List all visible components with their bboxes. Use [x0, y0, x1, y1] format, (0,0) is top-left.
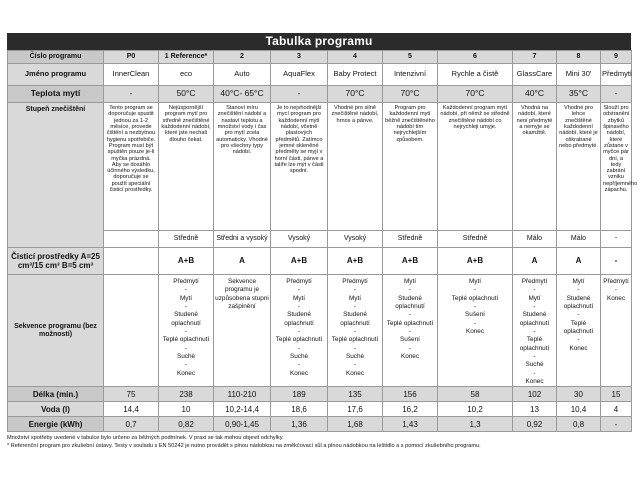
soil-level-cell: Středně — [438, 231, 513, 248]
row-duration — [8, 387, 632, 402]
table-title: Tabulka programu — [7, 33, 631, 50]
description-cell: Slouží pro odstranění zbytků špinavého nádobí, které zůstane v myčce pár dní, a tedy zabrání vzniku nepříjemného zápachu. — [601, 103, 632, 231]
sequence-step: Mytí — [572, 278, 585, 285]
sequence-step: Teplé oplachnutí — [162, 336, 210, 344]
table-cell: 40°C- 65°C — [214, 86, 271, 103]
sequence-step: Suché — [525, 361, 544, 369]
sequence-separator: - — [353, 286, 357, 294]
sequence-separator: - — [408, 311, 412, 319]
sequence-step: Konec — [345, 369, 365, 377]
description-cell: Vhodné pro silně znečištěné nádobí, hrnce a pánve. — [328, 103, 383, 231]
table-cell: 102 — [513, 387, 557, 402]
table-cell: GlassCare — [513, 64, 557, 86]
sequence-separator: - — [184, 344, 188, 352]
footnote-reference: * Referenční program pro zkušební ústavy. Testy v souladu s EN 50242 je nutno provádět s plnou nádobkou na změkčovací sůl a plnou nádobkou na leštidlo a s pomocí zkušebního programu. — [7, 442, 481, 449]
sequence-step: Teplé oplachnutí — [519, 336, 550, 352]
sequence-separator: - — [473, 286, 477, 294]
sequence-cell — [513, 275, 557, 387]
table-cell: 0,92 — [513, 417, 557, 432]
table-cell: A — [513, 248, 557, 275]
table-cell: 0,90-1,45 — [214, 417, 271, 432]
sequence-separator: - — [408, 286, 412, 294]
table-cell: 1,3 — [438, 417, 513, 432]
table-cell: 2 — [214, 51, 271, 64]
row-program-number — [8, 51, 632, 64]
table-cell: 1 Reference* — [159, 51, 214, 64]
row-temperature — [8, 86, 632, 103]
table-cell: Auto — [214, 64, 271, 86]
sequence-step: Konec — [289, 369, 309, 377]
description-cell: Je to nejvhodnější mycí program pro každodenní mytí nádobí, včetně plastových předmětů. Zatímco jemné skleněné předměty se myjí v horní části, pánve a talíře lze mýt v části spodní. — [271, 103, 328, 231]
sequence-separator: - — [184, 302, 188, 310]
table-cell: A+B — [271, 248, 328, 275]
sequence-separator: - — [577, 311, 580, 319]
sequence-step: Předmytí — [521, 278, 548, 285]
table-cell: A — [557, 248, 601, 275]
description-cell: Vhodné pro lehce znečištěné každodenní nádobí, které je oškrabané nebo předmyté. — [557, 103, 601, 231]
table-cell: 238 — [159, 387, 214, 402]
sequence-step: Teplé oplachnutí — [331, 336, 379, 344]
soil-level-cell: Málo — [557, 231, 601, 248]
table-cell: P0 — [104, 51, 159, 64]
table-cell: A+B — [159, 248, 214, 275]
sequence-step: Studené oplachnutí — [340, 311, 370, 327]
sequence-step: Mytí — [468, 278, 482, 285]
table-cell: 4 — [328, 51, 383, 64]
sequence-separator: - — [353, 361, 357, 369]
table-cell: A+B — [383, 248, 438, 275]
sequence-step: Konec — [525, 377, 544, 385]
table-cell: - — [601, 417, 632, 432]
table-cell: 58 — [438, 387, 513, 402]
sequence-separator: - — [533, 327, 536, 335]
sequence-step: Studené oplachnutí — [284, 311, 314, 327]
row-label: Jméno programu — [8, 64, 104, 86]
sequence-step: Suché — [345, 352, 365, 360]
table-cell: 110-210 — [214, 387, 271, 402]
sequence-step: Studené oplachnutí — [563, 294, 594, 310]
program-table-container — [7, 33, 638, 450]
table-cell: - — [601, 86, 632, 103]
sequence-separator: - — [353, 302, 357, 310]
table-cell: - — [601, 248, 632, 275]
program-table — [7, 50, 638, 432]
row-soil-description — [8, 103, 632, 231]
table-cell: - — [104, 86, 159, 103]
description-cell: Tento program se doporučuje spustit jednou za 1-2 měsíce, provede čištění a nezbytnou hygienu spotřebiče. Program musí být spuštěn pouze je-li myčka prázdná. Aby se dosáhlo účinného výsledku, doporučuje se použít speciální čisticí prostředky. — [104, 103, 159, 231]
table-cell: 75 — [104, 387, 159, 402]
table-cell: InnerClean — [104, 64, 159, 86]
sequence-step: Teplé oplachnutí — [275, 336, 323, 344]
sequence-separator: - — [297, 361, 301, 369]
table-cell: 8 — [557, 51, 601, 64]
sequence-step: Sušení — [465, 311, 485, 319]
sequence-step: Konec — [606, 294, 626, 302]
table-cell: 13 — [513, 402, 557, 417]
soil-level-cell: - — [601, 231, 632, 248]
row-label: Stupeň znečištění — [8, 103, 104, 248]
sequence-step: Předmytí — [342, 278, 368, 285]
sequence-separator: - — [184, 327, 188, 335]
sequence-cell — [438, 275, 513, 387]
sequence-cell — [214, 275, 271, 387]
sequence-separator: - — [297, 302, 301, 310]
footnote-consumption: Množství spotřeby uvedené v tabulce bylo určeno za běžných podmínek. V praxi se tak mohou objevit odchylky. — [7, 435, 284, 442]
sequence-step: Sušení — [400, 336, 420, 344]
sequence-step: Mytí — [292, 294, 306, 302]
row-label: Čisticí prostředky A=25 cm³/15 cm³ B=5 cm³ — [8, 248, 104, 275]
sequence-cell — [104, 275, 159, 387]
sequence-separator: - — [533, 286, 536, 294]
table-cell: 5 — [383, 51, 438, 64]
row-label: Číslo programu — [8, 51, 104, 64]
table-cell: Mini 30' — [557, 64, 601, 86]
table-cell: 9 — [601, 51, 632, 64]
table-cell: 1,36 — [271, 417, 328, 432]
table-cell: 70°C — [383, 86, 438, 103]
sequence-separator: - — [297, 344, 301, 352]
sequence-step: Studené oplachnutí — [519, 311, 550, 327]
description-cell: Program pro každodenní mytí běžně znečištěného nádobí tím nejrychlejším způsobem. — [383, 103, 438, 231]
table-cell: 70°C — [438, 86, 513, 103]
sequence-cell — [159, 275, 214, 387]
description-cell: Stanoví míru znečištění nádobí a nastaví teplotu a množství vody i čas pro mytí zcela automaticky. Vhodné pro všechny typy nádobí. — [214, 103, 271, 231]
table-cell: 10 — [159, 402, 214, 417]
sequence-step: Předmytí — [173, 278, 199, 285]
table-cell: Předmytí — [601, 64, 632, 86]
table-cell: 14,4 — [104, 402, 159, 417]
table-cell: 7 — [513, 51, 557, 64]
table-cell: 70°C — [328, 86, 383, 103]
table-cell: eco — [159, 64, 214, 86]
table-cell: A+B — [438, 248, 513, 275]
table-cell: 10,2 — [438, 402, 513, 417]
sequence-separator: - — [297, 327, 301, 335]
table-cell: Intenzivní — [383, 64, 438, 86]
row-label: Voda (l) — [8, 402, 104, 417]
row-label: Energie (kWh) — [8, 417, 104, 432]
sequence-step: Konec — [400, 352, 420, 360]
table-cell: 0,82 — [159, 417, 214, 432]
row-label: Délka (min.) — [8, 387, 104, 402]
sequence-separator: - — [408, 344, 412, 352]
sequence-step: Sekvence programu je uzpůsobena stupni zašpinění — [215, 278, 269, 310]
sequence-step: Suché — [289, 352, 309, 360]
sequence-separator: - — [408, 327, 412, 335]
table-cell: 0,8 — [557, 417, 601, 432]
table-cell: AquaFlex — [271, 64, 328, 86]
sequence-cell — [557, 275, 601, 387]
sequence-step: Mytí — [528, 294, 541, 302]
sequence-step: Studené oplachnutí — [171, 311, 201, 327]
table-cell: Baby Protect — [328, 64, 383, 86]
sequence-step: Předmytí — [286, 278, 312, 285]
sequence-step: Konec — [465, 327, 485, 335]
sequence-separator: - — [184, 361, 188, 369]
table-cell — [104, 248, 159, 275]
sequence-separator: - — [473, 319, 477, 327]
table-cell: Rychle a čistě — [438, 64, 513, 86]
table-cell: 17,6 — [328, 402, 383, 417]
sequence-separator: - — [184, 286, 188, 294]
description-cell: Vhodná na nádobí, které není předmyté a nemyje se okamžitě. — [513, 103, 557, 231]
description-cell: Nejúspornější program mytí pro středně znečištěné každodenní nádobí, které jste nechali dlouho čekat. — [159, 103, 214, 231]
row-detergent — [8, 248, 632, 275]
table-cell: 35°C — [557, 86, 601, 103]
row-label: Teplota mytí — [8, 86, 104, 103]
sequence-separator: - — [577, 286, 580, 294]
table-cell: 16,2 — [383, 402, 438, 417]
soil-level-cell: Středně — [383, 231, 438, 248]
table-cell: 6 — [438, 51, 513, 64]
sequence-separator: - — [533, 369, 536, 377]
sequence-separator: - — [297, 286, 301, 294]
row-energy — [8, 417, 632, 432]
sequence-step: Konec — [569, 344, 588, 352]
table-cell: 3 — [271, 51, 328, 64]
table-cell: 10,2-14,4 — [214, 402, 271, 417]
table-cell: 0,7 — [104, 417, 159, 432]
table-cell: 40°C — [513, 86, 557, 103]
row-label: Sekvence programu (bez možností) — [8, 275, 104, 387]
sequence-separator: - — [577, 336, 580, 344]
sequence-step: Teplé oplachnutí — [386, 319, 434, 327]
soil-level-cell: Málo — [513, 231, 557, 248]
table-cell: 135 — [328, 387, 383, 402]
soil-level-cell: Středni a vysoký — [214, 231, 271, 248]
footnotes — [7, 435, 631, 450]
table-cell: - — [271, 86, 328, 103]
soil-level-cell — [104, 231, 159, 248]
sequence-step: Mytí — [403, 278, 417, 285]
table-cell: 50°C — [159, 86, 214, 103]
row-water — [8, 402, 632, 417]
soil-level-cell: Vysoký — [271, 231, 328, 248]
sequence-separator: - — [533, 302, 536, 310]
table-cell: 1,43 — [383, 417, 438, 432]
sequence-separator: - — [473, 302, 477, 310]
table-cell: 30 — [557, 387, 601, 402]
table-cell: 15 — [601, 387, 632, 402]
sequence-separator: - — [533, 352, 536, 360]
sequence-step: Teplé oplachnutí — [451, 294, 499, 302]
sequence-cell — [601, 275, 632, 387]
row-sequence — [8, 275, 632, 387]
table-cell: 156 — [383, 387, 438, 402]
sequence-step: Mytí — [179, 294, 193, 302]
sequence-step: Teplé oplachnutí — [563, 319, 594, 335]
soil-level-cell: Středně — [159, 231, 214, 248]
sequence-separator: - — [353, 344, 357, 352]
table-cell: A+B — [328, 248, 383, 275]
sequence-separator: - — [353, 327, 357, 335]
sequence-separator: - — [614, 286, 618, 294]
sequence-cell — [271, 275, 328, 387]
soil-level-cell: Vysoký — [328, 231, 383, 248]
table-cell: 18,6 — [271, 402, 328, 417]
table-cell: 4 — [601, 402, 632, 417]
sequence-cell — [328, 275, 383, 387]
sequence-step: Konec — [176, 369, 196, 377]
sequence-step: Mytí — [348, 294, 362, 302]
table-cell: 10,4 — [557, 402, 601, 417]
sequence-cell — [383, 275, 438, 387]
table-cell: 189 — [271, 387, 328, 402]
sequence-step: Suché — [176, 352, 196, 360]
table-cell: A — [214, 248, 271, 275]
sequence-step: Studené oplachnutí — [395, 294, 425, 310]
description-cell: Každodenní program mytí nádobí, při němž se středně znečištěné nádobí co nejrychleji umyje. — [438, 103, 513, 231]
table-cell: 1,68 — [328, 417, 383, 432]
row-program-name — [8, 64, 632, 86]
sequence-step: Předmytí — [603, 278, 629, 285]
